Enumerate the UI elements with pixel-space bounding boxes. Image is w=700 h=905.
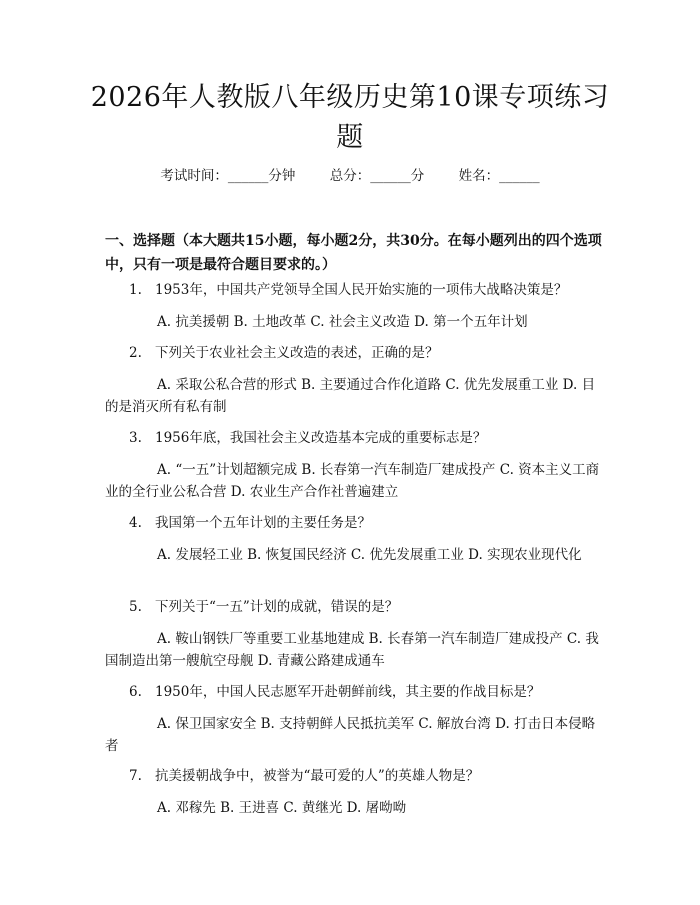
question-number: 7.: [129, 768, 142, 784]
question-3-options: A. “一五”计划超额完成 B. 长春第一汽车制造厂建成投产 C. 资本主义工商业的全行业公私合营 D. 农业生产合作社普遍建立: [105, 462, 600, 500]
question-2-options: A. 采取公私合营的形式 B. 主要通过合作化道路 C. 优先发展重工业 D. 目的是消灭所有私有制: [105, 377, 596, 415]
question-text: 1956年底，我国社会主义改造基本完成的重要标志是？: [155, 430, 487, 446]
question-text: 下列关于“一五”计划的成就，错误的是？: [155, 599, 399, 615]
question-1-options: A. 抗美援朝 B. 土地改革 C. 社会主义改造 D. 第一个五年计划: [157, 314, 528, 330]
question-4: [105, 512, 605, 534]
question-number: 1.: [129, 282, 142, 298]
question-text: 抗美援朝战争中，被誉为“最可爱的人”的英雄人物是？: [155, 768, 480, 784]
question-number: 6.: [129, 684, 142, 700]
question-1: [105, 279, 605, 301]
question-7: [105, 765, 605, 787]
page-title: 2026年人教版八年级历史第10课专项练习题: [90, 82, 610, 153]
question-number: 5.: [129, 599, 142, 615]
question-2: [105, 342, 605, 364]
question-number: 4.: [129, 515, 142, 531]
question-text: 下列关于农业社会主义改造的表述，正确的是？: [155, 345, 439, 361]
question-number: 3.: [129, 430, 142, 446]
question-3: [105, 427, 605, 449]
question-4-options: A. 发展轻工业 B. 恢复国民经济 C. 优先发展重工业 D. 实现农业现代化: [157, 547, 582, 563]
student-name-label: 姓名：______: [458, 168, 540, 184]
question-text: 1953年，中国共产党领导全国人民开始实施的一项伟大战略决策是？: [155, 282, 568, 298]
question-number: 2.: [129, 345, 142, 361]
section-heading: 一、选择题（本大题共15小题，每小题2分，共30分。在每小题列出的四个选项中，只有一项是最符合题目要求的。）: [105, 233, 602, 273]
question-7-options: A. 邓稼先 B. 王进喜 C. 黄继光 D. 屠呦呦: [157, 800, 407, 816]
exam-info-line: [0, 166, 700, 186]
question-text: 我国第一个五年计划的主要任务是？: [155, 515, 371, 531]
question-5-options: A. 鞍山钢铁厂等重要工业基地建成 B. 长春第一汽车制造厂建成投产 C. 我国制造出第一艘航空母舰 D. 青藏公路建成通车: [105, 631, 599, 669]
total-score-label: 总分：______分: [329, 168, 425, 184]
question-text: 1950年，中国人民志愿军开赴朝鲜前线，其主要的作战目标是？: [155, 684, 541, 700]
question-5: [105, 596, 605, 618]
question-6-options: A. 保卫国家安全 B. 支持朝鲜人民抵抗美军 C. 解放台湾 D. 打击日本侵略者: [105, 716, 596, 754]
exam-time-label: 考试时间：______分钟: [160, 168, 296, 184]
question-6: [105, 681, 605, 703]
